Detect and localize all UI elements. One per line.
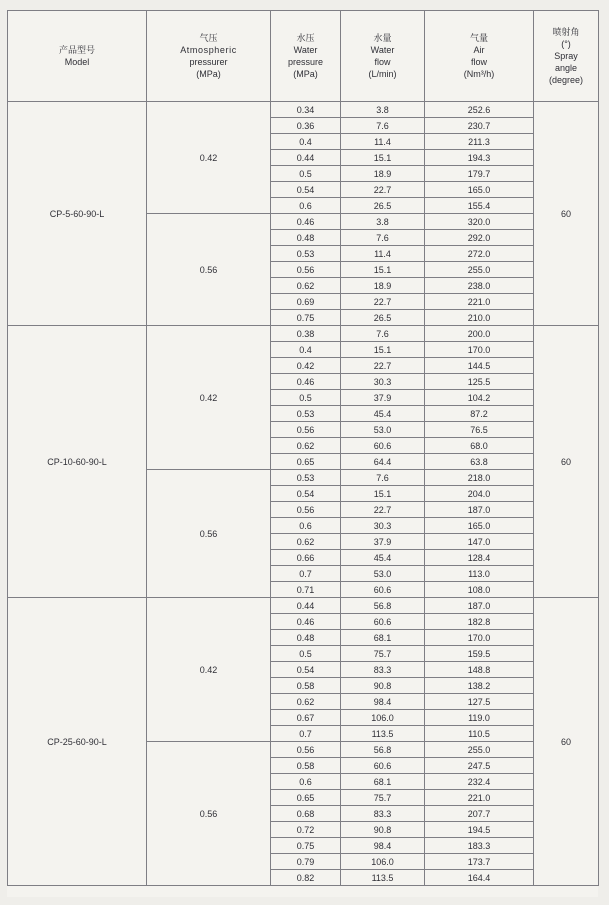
- air-flow-cell: 159.5: [425, 646, 534, 662]
- header-air-flow: [425, 11, 534, 102]
- header-water-pressure-zh: 水压: [296, 33, 315, 43]
- table-row: [8, 326, 599, 342]
- water-pressure-cell: 0.48: [271, 230, 341, 246]
- water-pressure-cell: 0.46: [271, 214, 341, 230]
- header-model: [8, 11, 147, 102]
- water-pressure-cell: 0.6: [271, 774, 341, 790]
- water-pressure-cell: 0.4: [271, 134, 341, 150]
- water-flow-cell: 60.6: [341, 614, 425, 630]
- air-flow-cell: 238.0: [425, 278, 534, 294]
- header-water-pressure-en-1: Water: [293, 45, 318, 55]
- water-flow-cell: 106.0: [341, 854, 425, 870]
- water-pressure-cell: 0.71: [271, 582, 341, 598]
- water-flow-cell: 15.1: [341, 150, 425, 166]
- air-flow-cell: 148.8: [425, 662, 534, 678]
- water-pressure-cell: 0.7: [271, 726, 341, 742]
- water-pressure-cell: 0.56: [271, 742, 341, 758]
- air-flow-cell: 207.7: [425, 806, 534, 822]
- header-air-pressure-en-2: pressurer: [189, 57, 228, 67]
- air-flow-cell: 255.0: [425, 742, 534, 758]
- header-water-flow-zh: 水量: [373, 33, 392, 43]
- air-pressure-cell: 0.56: [147, 470, 271, 598]
- header-water-flow-en-3: (L/min): [368, 69, 397, 79]
- water-pressure-cell: 0.56: [271, 502, 341, 518]
- header-water-pressure-en-3: (MPa): [293, 69, 318, 79]
- water-pressure-cell: 0.6: [271, 518, 341, 534]
- water-flow-cell: 68.1: [341, 774, 425, 790]
- air-flow-cell: 194.5: [425, 822, 534, 838]
- air-pressure-cell: 0.42: [147, 326, 271, 470]
- model-cell: CP-5-60-90-L: [8, 102, 147, 326]
- header-air-pressure-zh: 气压: [199, 33, 218, 43]
- spec-sheet: [7, 10, 598, 897]
- water-flow-cell: 22.7: [341, 294, 425, 310]
- water-flow-cell: 7.6: [341, 118, 425, 134]
- air-flow-cell: 255.0: [425, 262, 534, 278]
- air-flow-cell: 165.0: [425, 518, 534, 534]
- spray-angle-cell: 60: [534, 598, 599, 886]
- water-flow-cell: 18.9: [341, 278, 425, 294]
- water-pressure-cell: 0.82: [271, 870, 341, 886]
- header-row: [8, 11, 599, 102]
- water-flow-cell: 7.6: [341, 470, 425, 486]
- water-pressure-cell: 0.79: [271, 854, 341, 870]
- air-flow-cell: 164.4: [425, 870, 534, 886]
- water-flow-cell: 15.1: [341, 486, 425, 502]
- air-flow-cell: 232.4: [425, 774, 534, 790]
- header-water-flow-en-2: flow: [374, 57, 391, 67]
- water-flow-cell: 11.4: [341, 246, 425, 262]
- water-flow-cell: 15.1: [341, 262, 425, 278]
- water-pressure-cell: 0.36: [271, 118, 341, 134]
- air-flow-cell: 194.3: [425, 150, 534, 166]
- water-flow-cell: 30.3: [341, 374, 425, 390]
- water-pressure-cell: 0.53: [271, 470, 341, 486]
- air-flow-cell: 204.0: [425, 486, 534, 502]
- water-pressure-cell: 0.62: [271, 534, 341, 550]
- water-pressure-cell: 0.58: [271, 758, 341, 774]
- air-flow-cell: 68.0: [425, 438, 534, 454]
- air-flow-cell: 104.2: [425, 390, 534, 406]
- water-flow-cell: 90.8: [341, 822, 425, 838]
- air-flow-cell: 119.0: [425, 710, 534, 726]
- air-flow-cell: 138.2: [425, 678, 534, 694]
- header-spray-angle-en-4: (degree): [548, 75, 584, 85]
- water-flow-cell: 7.6: [341, 326, 425, 342]
- water-flow-cell: 113.5: [341, 870, 425, 886]
- header-spray-angle: [534, 11, 599, 102]
- water-pressure-cell: 0.62: [271, 438, 341, 454]
- header-spray-angle-zh: 喷射角: [552, 27, 580, 37]
- header-water-flow-en-1: Water: [370, 45, 395, 55]
- air-flow-cell: 147.0: [425, 534, 534, 550]
- air-flow-cell: 230.7: [425, 118, 534, 134]
- water-pressure-cell: 0.48: [271, 630, 341, 646]
- model-cell: CP-10-60-90-L: [8, 326, 147, 598]
- water-pressure-cell: 0.54: [271, 662, 341, 678]
- water-pressure-cell: 0.54: [271, 182, 341, 198]
- air-pressure-cell: 0.56: [147, 214, 271, 326]
- water-flow-cell: 60.6: [341, 582, 425, 598]
- water-flow-cell: 113.5: [341, 726, 425, 742]
- header-spray-angle-en-2: Spray: [554, 51, 578, 61]
- water-pressure-cell: 0.54: [271, 486, 341, 502]
- air-flow-cell: 187.0: [425, 502, 534, 518]
- water-pressure-cell: 0.5: [271, 646, 341, 662]
- air-flow-cell: 211.3: [425, 134, 534, 150]
- air-flow-cell: 113.0: [425, 566, 534, 582]
- water-flow-cell: 56.8: [341, 742, 425, 758]
- air-flow-cell: 210.0: [425, 310, 534, 326]
- table-row: [8, 102, 599, 118]
- header-water-flow: [341, 11, 425, 102]
- header-air-flow-en-3: (Nm³/h): [463, 69, 495, 79]
- water-pressure-cell: 0.58: [271, 678, 341, 694]
- air-flow-cell: 292.0: [425, 230, 534, 246]
- water-flow-cell: 83.3: [341, 806, 425, 822]
- water-flow-cell: 75.7: [341, 790, 425, 806]
- spray-angle-cell: 60: [534, 102, 599, 326]
- water-pressure-cell: 0.44: [271, 598, 341, 614]
- header-air-pressure-en-3: (MPa): [196, 69, 221, 79]
- air-flow-cell: 320.0: [425, 214, 534, 230]
- water-pressure-cell: 0.7: [271, 566, 341, 582]
- air-flow-cell: 108.0: [425, 582, 534, 598]
- water-pressure-cell: 0.75: [271, 310, 341, 326]
- water-pressure-cell: 0.62: [271, 278, 341, 294]
- water-flow-cell: 45.4: [341, 550, 425, 566]
- water-flow-cell: 68.1: [341, 630, 425, 646]
- water-pressure-cell: 0.44: [271, 150, 341, 166]
- water-pressure-cell: 0.53: [271, 246, 341, 262]
- air-flow-cell: 179.7: [425, 166, 534, 182]
- water-pressure-cell: 0.4: [271, 342, 341, 358]
- water-pressure-cell: 0.62: [271, 694, 341, 710]
- water-pressure-cell: 0.75: [271, 838, 341, 854]
- water-flow-cell: 90.8: [341, 678, 425, 694]
- air-flow-cell: 125.5: [425, 374, 534, 390]
- water-pressure-cell: 0.34: [271, 102, 341, 118]
- air-pressure-cell: 0.42: [147, 598, 271, 742]
- air-flow-cell: 200.0: [425, 326, 534, 342]
- air-flow-cell: 127.5: [425, 694, 534, 710]
- water-flow-cell: 75.7: [341, 646, 425, 662]
- air-pressure-cell: 0.42: [147, 102, 271, 214]
- water-flow-cell: 37.9: [341, 390, 425, 406]
- air-flow-cell: 182.8: [425, 614, 534, 630]
- water-flow-cell: 7.6: [341, 230, 425, 246]
- air-flow-cell: 187.0: [425, 598, 534, 614]
- water-flow-cell: 60.6: [341, 758, 425, 774]
- air-flow-cell: 272.0: [425, 246, 534, 262]
- water-flow-cell: 22.7: [341, 358, 425, 374]
- air-flow-cell: 173.7: [425, 854, 534, 870]
- water-flow-cell: 37.9: [341, 534, 425, 550]
- water-flow-cell: 3.8: [341, 214, 425, 230]
- nozzle-spec-table: [7, 10, 599, 886]
- air-flow-cell: 63.8: [425, 454, 534, 470]
- air-flow-cell: 128.4: [425, 550, 534, 566]
- water-flow-cell: 26.5: [341, 310, 425, 326]
- table-row: [8, 598, 599, 614]
- air-pressure-cell: 0.56: [147, 742, 271, 886]
- water-flow-cell: 15.1: [341, 342, 425, 358]
- water-pressure-cell: 0.56: [271, 422, 341, 438]
- header-air-flow-en-1: Air: [473, 45, 485, 55]
- header-spray-angle-en-1: (°): [561, 39, 571, 49]
- air-flow-cell: 170.0: [425, 630, 534, 646]
- spray-angle-cell: 60: [534, 326, 599, 598]
- water-pressure-cell: 0.46: [271, 374, 341, 390]
- water-flow-cell: 18.9: [341, 166, 425, 182]
- header-water-pressure-en-2: pressure: [287, 57, 323, 67]
- water-flow-cell: 98.4: [341, 838, 425, 854]
- water-pressure-cell: 0.68: [271, 806, 341, 822]
- water-flow-cell: 3.8: [341, 102, 425, 118]
- water-flow-cell: 98.4: [341, 694, 425, 710]
- water-pressure-cell: 0.42: [271, 358, 341, 374]
- air-flow-cell: 183.3: [425, 838, 534, 854]
- air-flow-cell: 221.0: [425, 294, 534, 310]
- air-flow-cell: 218.0: [425, 470, 534, 486]
- water-flow-cell: 53.0: [341, 566, 425, 582]
- air-flow-cell: 247.5: [425, 758, 534, 774]
- air-flow-cell: 144.5: [425, 358, 534, 374]
- water-pressure-cell: 0.69: [271, 294, 341, 310]
- air-flow-cell: 76.5: [425, 422, 534, 438]
- header-water-pressure: [271, 11, 341, 102]
- water-flow-cell: 106.0: [341, 710, 425, 726]
- water-pressure-cell: 0.6: [271, 198, 341, 214]
- air-flow-cell: 165.0: [425, 182, 534, 198]
- air-flow-cell: 87.2: [425, 406, 534, 422]
- water-flow-cell: 83.3: [341, 662, 425, 678]
- water-pressure-cell: 0.46: [271, 614, 341, 630]
- water-pressure-cell: 0.65: [271, 790, 341, 806]
- water-flow-cell: 22.7: [341, 502, 425, 518]
- water-pressure-cell: 0.53: [271, 406, 341, 422]
- water-flow-cell: 11.4: [341, 134, 425, 150]
- air-flow-cell: 170.0: [425, 342, 534, 358]
- water-pressure-cell: 0.5: [271, 166, 341, 182]
- water-flow-cell: 56.8: [341, 598, 425, 614]
- air-flow-cell: 155.4: [425, 198, 534, 214]
- water-flow-cell: 60.6: [341, 438, 425, 454]
- header-air-pressure-en-1: Atmospheric: [180, 45, 237, 55]
- water-pressure-cell: 0.66: [271, 550, 341, 566]
- air-flow-cell: 110.5: [425, 726, 534, 742]
- spec-table-body: [8, 102, 599, 886]
- water-pressure-cell: 0.67: [271, 710, 341, 726]
- water-pressure-cell: 0.72: [271, 822, 341, 838]
- model-cell: CP-25-60-90-L: [8, 598, 147, 886]
- water-pressure-cell: 0.38: [271, 326, 341, 342]
- water-flow-cell: 30.3: [341, 518, 425, 534]
- water-pressure-cell: 0.56: [271, 262, 341, 278]
- header-model-en: Model: [64, 57, 90, 67]
- water-flow-cell: 26.5: [341, 198, 425, 214]
- header-model-zh: 产品型号: [58, 45, 95, 55]
- water-pressure-cell: 0.65: [271, 454, 341, 470]
- header-air-flow-en-2: flow: [470, 57, 487, 67]
- water-flow-cell: 22.7: [341, 182, 425, 198]
- header-spray-angle-en-3: angle: [554, 63, 578, 73]
- water-flow-cell: 45.4: [341, 406, 425, 422]
- air-flow-cell: 252.6: [425, 102, 534, 118]
- header-air-pressure: [147, 11, 271, 102]
- water-flow-cell: 64.4: [341, 454, 425, 470]
- water-flow-cell: 53.0: [341, 422, 425, 438]
- header-air-flow-zh: 气量: [469, 33, 488, 43]
- water-pressure-cell: 0.5: [271, 390, 341, 406]
- air-flow-cell: 221.0: [425, 790, 534, 806]
